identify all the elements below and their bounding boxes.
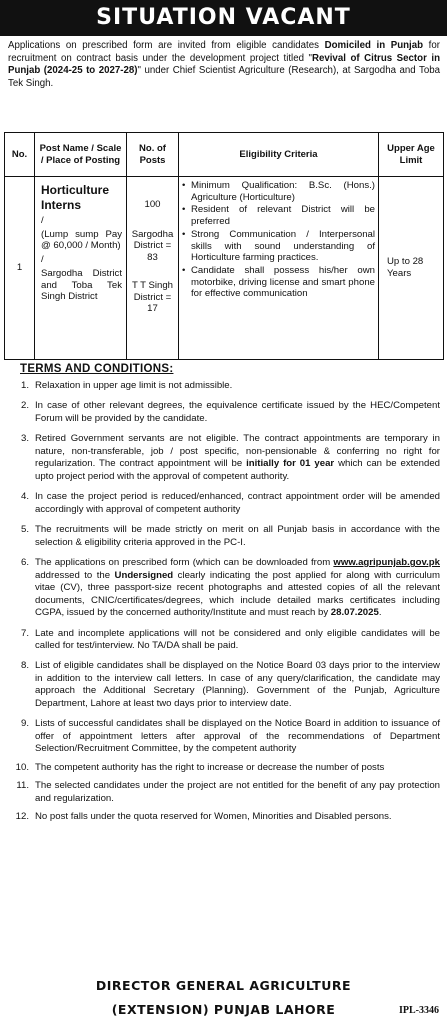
intro-text: Applications on prescribed form are invited from eligible candidates — [8, 40, 325, 51]
eligibility-cell — [179, 177, 379, 360]
term-number: 5. — [20, 524, 29, 536]
list-item — [8, 718, 440, 755]
term-text: List of eligible candidates shall be displayed on the Notice Board 03 days prior to the interview in addition to the interview call letters. In case of any query/clarification, the candidate may approach the Additional Secretary (Planning). Government of the Punjab, Agriculture Department, Lahore at least two days prior to interview date. — [35, 660, 440, 709]
term-text: In case of other relevant degrees, the equivalence certificate issued by the HEC/Competent Forum will be provided by the candidate. — [35, 400, 440, 424]
term-number: 4. — [20, 491, 29, 503]
post-cell — [35, 177, 127, 360]
row-number: 1 — [5, 177, 35, 360]
term-bold: initially for 01 year — [246, 458, 335, 470]
term-text: The competent authority has the right to increase or decrease the number of posts — [35, 761, 385, 773]
deadline-date: 28.07.2025 — [330, 607, 379, 619]
list-item — [8, 433, 440, 483]
page-title: SITUATION VACANT — [96, 4, 351, 30]
term-text — [35, 433, 440, 483]
post-separator: / — [41, 254, 44, 266]
website-link[interactable]: www.agripunjab.gov.pk — [333, 557, 440, 569]
post-separator: / — [41, 215, 44, 226]
intro-text: " under Chief Scientist Agriculture (Research), at Sargodha and Toba Tek Singh. — [8, 65, 440, 89]
header-eligibility: Eligibility Criteria — [179, 133, 379, 177]
intro-paragraph — [8, 40, 440, 90]
term-number: 9. — [20, 718, 29, 730]
header-no: No. — [5, 133, 35, 177]
list-item — [8, 491, 440, 516]
term-number: 3. — [20, 433, 29, 445]
term-text: No post falls under the quota reserved for Women, Minorities and Disabled persons. — [35, 811, 392, 823]
posts-cell — [127, 177, 179, 360]
post-pay: (Lump sump Pay @ 60,000 / Month) — [41, 228, 122, 252]
signatory-office: (EXTENSION) PUNJAB LAHORE — [111, 1002, 336, 1017]
term-text-part: Retired Government servants are not eligible. The contract appointments are temporary in nature, non-transferable, job / post specific, non-pensionable & conferring no right for regularization. The contract appointment will be — [35, 433, 440, 470]
posts-tts: T T Singh District = 17 — [131, 279, 174, 315]
page-title-banner — [0, 0, 447, 36]
term-text: Lists of successful candidates shall be displayed on the Notice Board in addition to issuance of offer of appointment letters after approval of the recommendations of Department Selection/Recruitment Committee, by the competent authority — [35, 718, 440, 755]
term-number: 11. — [16, 780, 29, 792]
term-text-part: addressed to the — [35, 569, 115, 581]
term-text-part: . — [378, 607, 382, 619]
term-text-part: which can be extended upto project period with the approval of competent authority. — [35, 458, 441, 482]
intro-domicile: Domiciled in Punjab — [324, 40, 424, 51]
list-item — [8, 628, 440, 653]
intro-text: for recruitment on contract basis under the development project titled " — [8, 40, 440, 64]
term-text — [35, 557, 440, 619]
eligibility-list — [181, 180, 375, 300]
posts-total: 100 — [144, 199, 161, 210]
term-text-part: clearly indicating the post applied for along with curriculum vitae (CV), three passport-size recent photographs and attested copies of all the relevant documents, CNIC/certificates/degrees, which include detailed marks certificates including CGPA, issued by the concerned authority/Institute and must reach by — [35, 569, 440, 619]
list-item — [8, 660, 440, 710]
term-bold: Undersigned — [114, 569, 174, 581]
eligibility-item: • Strong Communication / Interpersonal skills with sound understanding of Horticulture farming practices. — [181, 229, 375, 264]
post-place: Sargodha District and Toba Tek Singh District — [41, 267, 122, 303]
term-text-part: The applications on prescribed form (which can be downloaded from — [35, 557, 334, 569]
list-item — [8, 380, 440, 392]
post-title: Horticulture Interns — [41, 183, 110, 212]
footer — [0, 972, 447, 1024]
term-text: The recruitments will be made strictly on merit on all Punjab basis in accordance with the selection & eligibility criteria approved in the PC-I. — [35, 524, 440, 548]
list-item — [8, 400, 440, 425]
term-number: 7. — [20, 627, 29, 639]
eligibility-item: • Minimum Qualification: B.Sc. (Hons.) Agriculture (Horticulture) — [181, 180, 375, 203]
term-number: 6. — [20, 557, 29, 569]
term-number: 8. — [20, 660, 29, 672]
header-age: Upper Age Limit — [379, 133, 444, 177]
list-item — [8, 811, 440, 823]
term-text: The selected candidates under the project are not entitled for the benefit of any pay protection and regularization. — [35, 780, 440, 804]
terms-list — [8, 380, 440, 824]
vacancy-table — [4, 132, 444, 360]
list-item — [8, 524, 440, 549]
eligibility-item: • Resident of relevant District will be preferred — [181, 204, 375, 227]
term-text: Relaxation in upper age limit is not admissible. — [35, 380, 233, 391]
list-item — [8, 762, 440, 774]
header-posts: No. of Posts — [127, 133, 179, 177]
term-text: In case the project period is reduced/enhanced, contract appointment order will be amended accordingly with approval of competent authority — [35, 491, 440, 515]
table-header-row — [5, 133, 444, 177]
list-item — [8, 557, 440, 619]
list-item — [8, 780, 440, 805]
table-row — [5, 177, 444, 360]
term-number: 12. — [15, 811, 29, 823]
terms-heading: TERMS AND CONDITIONS: — [20, 363, 174, 375]
intro-project-title: Revival of Citrus Sector in Punjab (2024-25 to 2027-28) — [8, 52, 440, 77]
ipl-reference: IPL-3346 — [399, 1005, 439, 1016]
posts-sargodha: Sargodha District = 83 — [131, 228, 174, 264]
term-number: 2. — [20, 400, 29, 412]
term-number: 1. — [20, 380, 29, 391]
header-post: Post Name / Scale / Place of Posting — [35, 133, 127, 177]
signatory-title: DIRECTOR GENERAL AGRICULTURE — [95, 978, 352, 993]
age-limit: Up to 28 Years — [379, 177, 444, 360]
term-text: Late and incomplete applications will not be considered and only eligible candidates will be called for test/interview. No TA/DA shall be paid. — [35, 627, 440, 651]
eligibility-item: • Candidate shall possess his/her own motorbike, driving license and smart phone for effective communication — [181, 265, 375, 300]
term-number: 10. — [15, 761, 29, 773]
